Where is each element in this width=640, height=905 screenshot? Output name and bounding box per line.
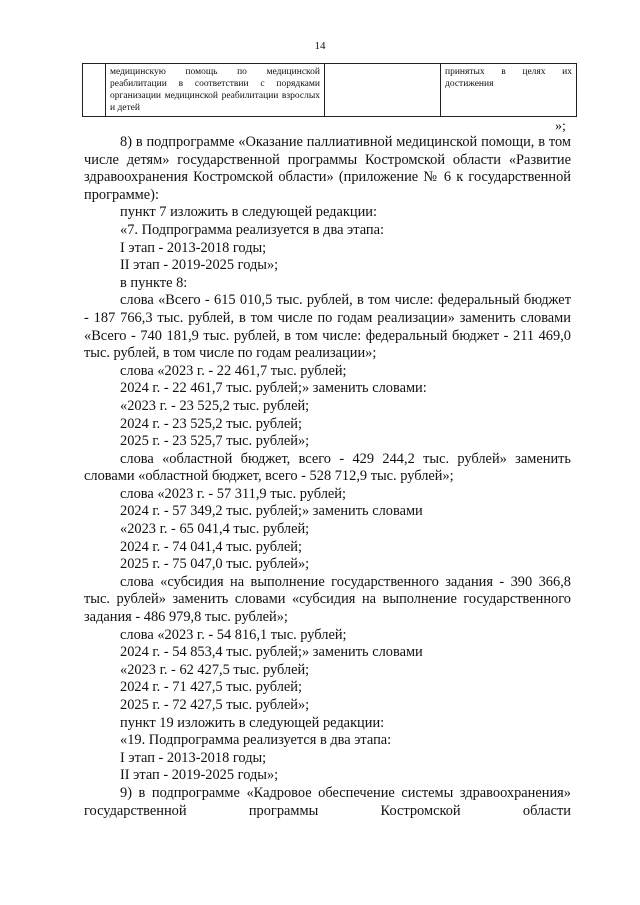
paragraph-item-9: 9) в подпрограмме «Кадровое обеспечение системы здравоохранения» государственной программы Костромской области [84, 784, 571, 819]
paragraph: «2023 г. - 23 525,2 тыс. рублей; [120, 397, 310, 414]
paragraph: слова «2023 г. - 22 461,7 тыс. рублей; [120, 362, 347, 379]
paragraph: II этап - 2019-2025 годы»; [120, 257, 279, 274]
paragraph: пункт 7 изложить в следующей редакции: [120, 204, 377, 221]
table-fragment [82, 63, 577, 117]
paragraph: слова «Всего - 615 010,5 тыс. рублей, в том числе: федеральный бюджет - 187 766,3 тыс. рублей, в том числе по годам реализации» заменить словами «Всего - 740 181,9 тыс. рублей, в том числе: федеральный бюджет - 211 469,0 тыс. рублей, в том числе по годам реализации»; [84, 292, 571, 362]
paragraph: «2023 г. - 65 041,4 тыс. рублей; [120, 521, 310, 538]
paragraph: «7. Подпрограмма реализуется в два этапа: [120, 221, 384, 238]
page-number: 14 [314, 40, 326, 52]
paragraph: 2025 г. - 72 427,5 тыс. рублей»; [120, 697, 310, 713]
paragraph: слова «2023 г. - 57 311,9 тыс. рублей; [120, 485, 347, 502]
paragraph: слова «областной бюджет, всего - 429 244,2 тыс. рублей» заменить словами «областной бюджет, всего - 528 712,9 тыс. рублей»; [84, 450, 571, 485]
paragraph: 2024 г. - 57 349,2 тыс. рублей;» заменить словами [120, 503, 423, 520]
paragraph: 2024 г. - 71 427,5 тыс. рублей; [120, 679, 302, 696]
paragraph: II этап - 2019-2025 годы»; [120, 767, 279, 784]
paragraph: слова «субсидия на выполнение государственного задания - 390 366,8 тыс. рублей» заменить словами «субсидия на выполнение государственного задания - 486 979,8 тыс. рублей»; [84, 573, 571, 626]
table-cell-empty [325, 64, 441, 117]
paragraph: «19. Подпрограмма реализуется в два этапа: [120, 732, 392, 749]
table-row [83, 64, 577, 117]
document-body [84, 134, 571, 820]
table-closing-quote: »; [555, 119, 566, 134]
paragraph: 2025 г. - 75 047,0 тыс. рублей»; [120, 556, 310, 573]
paragraph: 2024 г. - 54 853,4 тыс. рублей;» заменить словами [120, 644, 423, 661]
paragraph: «2023 г. - 62 427,5 тыс. рублей; [120, 661, 310, 678]
table-cell-text: медицинскую помощь по медицинской реабилитации в соответствии с порядками организации медицинской реабилитации взрослых и детей [106, 64, 325, 117]
paragraph: пункт 19 изложить в следующей редакции: [120, 714, 385, 731]
paragraph: I этап - 2013-2018 годы; [120, 749, 267, 766]
paragraph: 2025 г. - 23 525,7 тыс. рублей»; [120, 433, 310, 450]
paragraph: I этап - 2013-2018 годы; [120, 239, 267, 256]
paragraph: 2024 г. - 74 041,4 тыс. рублей; [120, 538, 302, 555]
table-cell-empty [83, 64, 106, 117]
paragraph: 2024 г. - 22 461,7 тыс. рублей;» заменить словами: [120, 380, 427, 397]
paragraph: слова «2023 г. - 54 816,1 тыс. рублей; [120, 626, 347, 643]
paragraph: 2024 г. - 23 525,2 тыс. рублей; [120, 415, 302, 432]
paragraph-item-8: 8) в подпрограмме «Оказание паллиативной медицинской помощи, в том числе детям» государственной программы Костромской области «Развитие здравоохранения Костромской области» (приложение № 6 к государственной программе): [84, 134, 571, 203]
table-cell-text: принятых в целях их достижения [441, 64, 577, 117]
paragraph: в пункте 8: [120, 274, 188, 291]
